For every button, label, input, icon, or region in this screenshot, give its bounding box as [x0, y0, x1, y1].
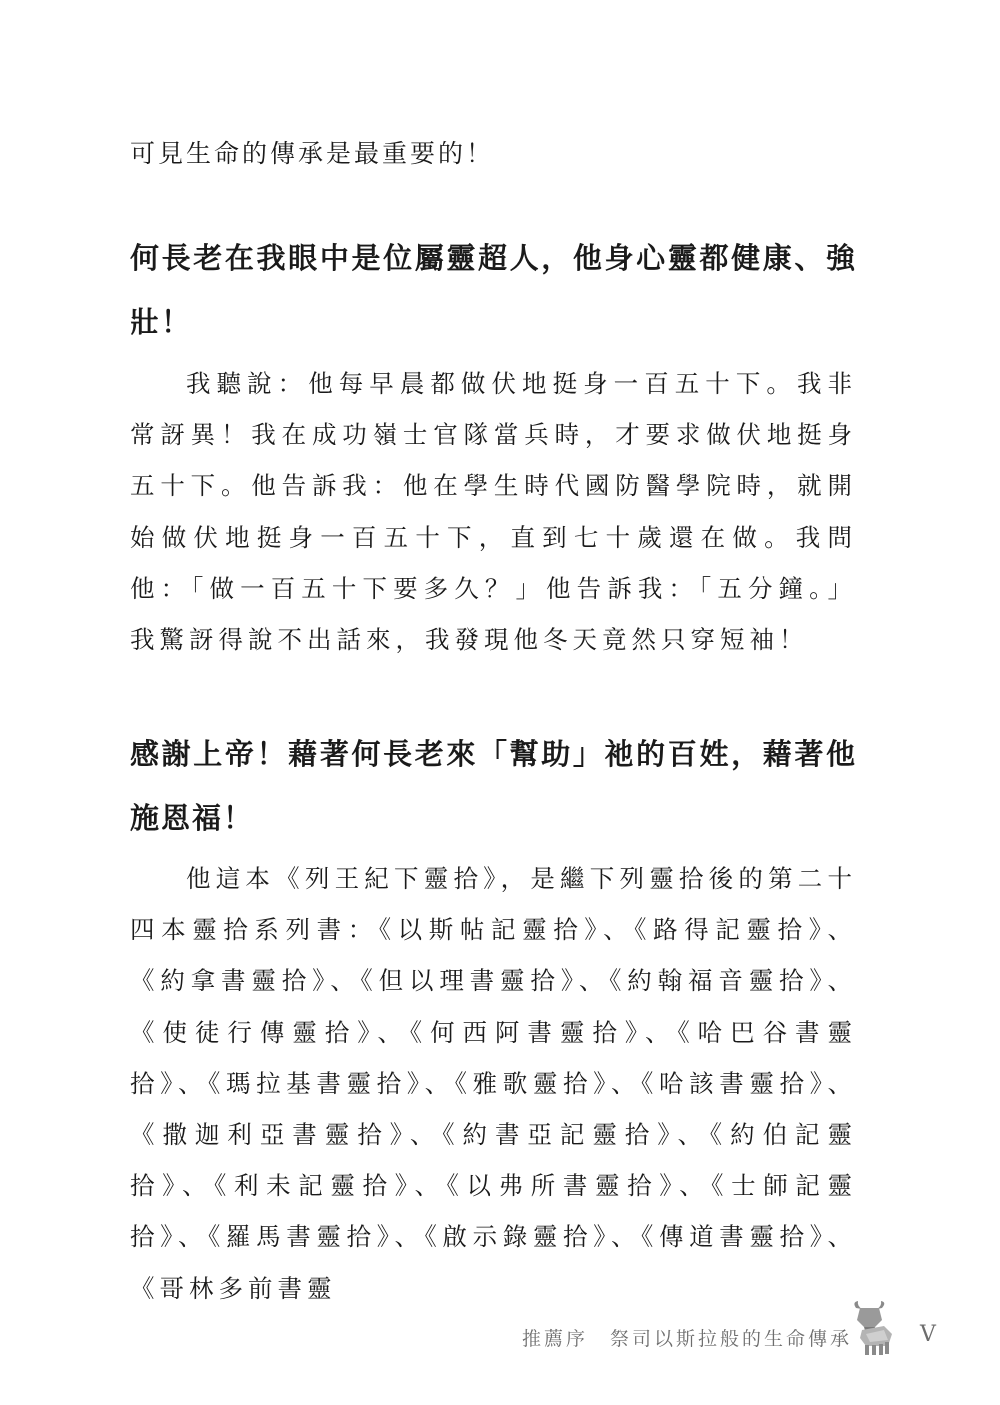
body-paragraph-1: 我聽說：他每早晨都做伏地挺身一百五十下。我非常訝異！我在成功嶺士官隊當兵時，才要求做伏地挺身五十下。他告訴我：他在學生時代國防醫學院時，就開始做伏地挺身一百五十下，直到七十歲還在做。我問他：「做一百五十下要多久？」他告訴我：「五分鐘。」我驚訝得說不出話來，我發現他冬天竟然只穿短袖！ — [130, 369, 857, 655]
ox-logo-icon — [848, 1300, 896, 1356]
lead-sentence: 可見生命的傳承是最重要的！ — [130, 139, 495, 168]
body-paragraph-2: 他這本《列王紀下靈拾》，是繼下列靈拾後的第二十四本靈拾系列書：《以斯帖記靈拾》、《路得記靈拾》、《約拿書靈拾》、《但以理書靈拾》、《約翰福音靈拾》、《使徒行傳靈拾》、《何西阿書靈拾》、《哈巴谷書靈拾》、《瑪拉基書靈拾》、《雅歌靈拾》、《哈該書靈拾》、《撒迦利亞書靈拾》、《約書亞記靈拾》、《約伯記靈拾》、《利未記靈拾》、《以弗所書靈拾》、《士師記靈拾》、《羅馬書靈拾》、《啟示錄靈拾》、《傳道書靈拾》、《哥林多前書靈 — [130, 864, 857, 1303]
section-heading-2: 感謝上帝！藉著何長老來「幫助」祂的百姓，藉著他施恩福！ — [130, 737, 857, 835]
running-footer-title: 推薦序 祭司以斯拉般的生命傳承 — [522, 1328, 853, 1350]
page-number: V — [920, 1322, 936, 1347]
section-heading-1: 何長老在我眼中是位屬靈超人，他身心靈都健康、強壯！ — [130, 241, 857, 339]
